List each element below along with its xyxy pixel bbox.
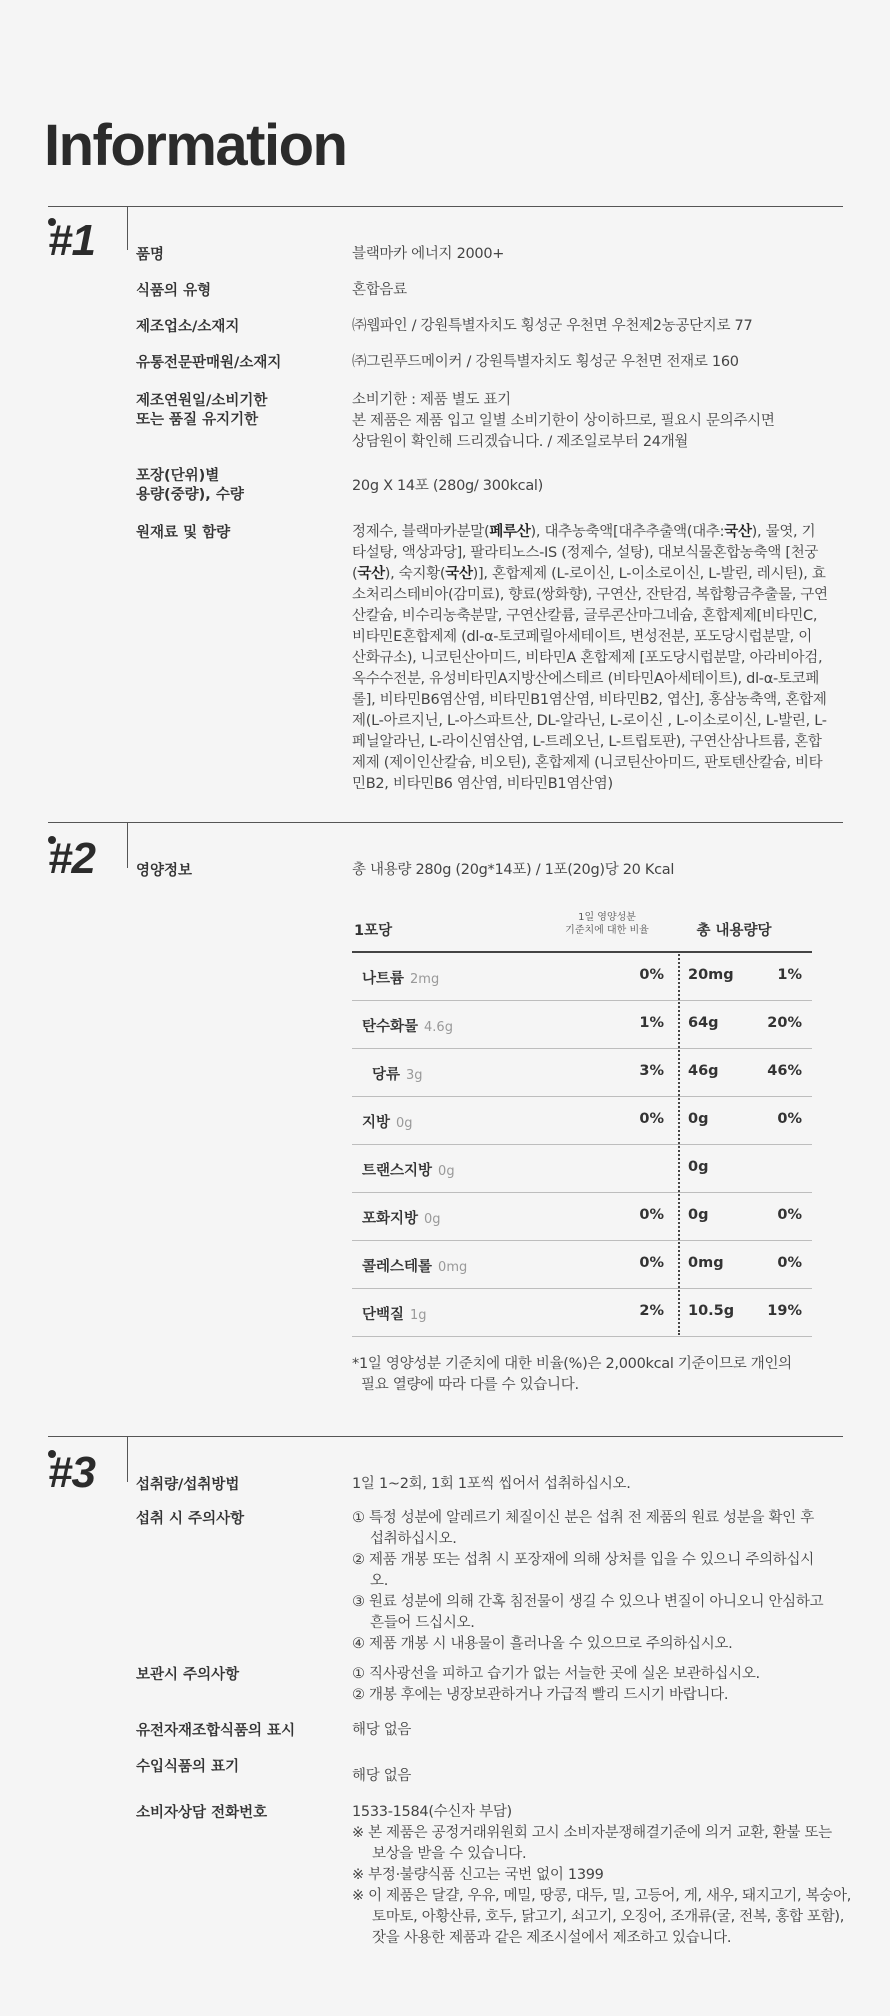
nutrient-total-pct: 0% (777, 1207, 802, 1223)
table-row (352, 1193, 812, 1241)
nutrient-name: 나트륨 2mg (362, 971, 440, 987)
nutrient-total-pct: 20% (767, 1015, 802, 1031)
table-row (352, 1145, 812, 1193)
section-number: #3 (48, 1448, 95, 1497)
section-divider (48, 1436, 843, 1437)
nutrient-daily-pct: 3% (639, 1063, 664, 1079)
value-food-type: 혼합음료 (352, 282, 407, 298)
value-expiry: 소비기한 : 제품 별도 표기 본 제품은 제품 입고 일별 소비기한이 상이하므로, 필요시 문의주시면 상담원이 확인해 드리겠습니다. / 제조일로부터 24개월 (352, 392, 775, 450)
header-daily-value: 1일 영양성분 기준치에 대한 비율 (565, 912, 649, 936)
nutrition-table-header (352, 905, 812, 951)
table-row (352, 1241, 812, 1289)
value-product-name: 블랙마카 에너지 2000+ (352, 246, 505, 262)
label-intake-cautions: 섭취 시 주의사항 (136, 1511, 245, 1527)
nutrient-total-amount: 64g (688, 1015, 719, 1031)
nutrient-name: 지방 0g (362, 1115, 413, 1131)
nutrition-footnote: *1일 영양성분 기준치에 대한 비율(%)은 2,000kcal 기준이므로 개인의 필요 열량에 따라 다를 수 있습니다. (352, 1356, 792, 1393)
nutrient-total-amount: 10.5g (688, 1303, 735, 1319)
label-storage-cautions: 보관시 주의사항 (136, 1667, 240, 1683)
table-dotted-divider (678, 951, 680, 1335)
value-gmo: 해당 없음 (352, 1722, 412, 1738)
label-gmo: 유전자재조합식품의 표시 (136, 1723, 296, 1739)
nutrient-total-pct: 0% (777, 1255, 802, 1271)
section-number: #2 (48, 834, 95, 883)
nutrient-amount: 2mg (410, 972, 440, 987)
nutrient-amount: 3g (406, 1068, 423, 1083)
value-distributor: ㈜그린푸드메이커 / 강원특별자치도 횡성군 우천면 전재로 160 (352, 354, 739, 370)
nutrition-summary: 총 내용량 280g (20g*14포) / 1포(20g)당 20 Kcal (352, 862, 675, 878)
value-manufacturer: ㈜웹파인 / 강원특별자치도 횡성군 우천면 우천제2농공단지로 77 (352, 318, 753, 334)
header-per-total: 총 내용량당 (696, 923, 772, 939)
label-ingredients: 원재료 및 함량 (136, 525, 231, 541)
section-number: #1 (48, 216, 95, 265)
nutrient-total-amount: 0g (688, 1159, 709, 1175)
nutrient-name: 콜레스테롤 0mg (362, 1259, 468, 1275)
value-intake: 1일 1~2회, 1회 1포씩 씹어서 섭취하십시오. (352, 1476, 631, 1492)
nutrient-amount: 4.6g (424, 1020, 453, 1035)
nutrient-daily-pct: 1% (639, 1015, 664, 1031)
nutrient-name: 단백질 1g (362, 1307, 427, 1323)
nutrient-daily-pct: 0% (639, 967, 664, 983)
section-vertical-line (127, 206, 128, 250)
nutrient-total-amount: 46g (688, 1063, 719, 1079)
label-distributor: 유통전문판매원/소재지 (136, 355, 282, 371)
nutrition-table (352, 905, 812, 1337)
nutrient-total-amount: 20mg (688, 967, 734, 983)
nutrition-rows (352, 953, 812, 1337)
nutrient-total-amount: 0g (688, 1111, 709, 1127)
label-food-type: 식품의 유형 (136, 283, 212, 299)
value-storage-cautions: ① 직사광선을 피하고 습기가 없는 서늘한 곳에 실온 보관하십시오. ② 개봉 후에는 냉장보관하거나 가급적 빨리 드시기 바랍니다. (352, 1666, 760, 1703)
page-title: Information (44, 113, 347, 178)
label-package-volume: 포장(단위)별 용량(중량), 수량 (136, 468, 244, 503)
nutrient-name: 포화지방 0g (362, 1211, 441, 1227)
nutrient-daily-pct: 0% (639, 1255, 664, 1271)
table-row (352, 1289, 812, 1337)
nutrient-daily-pct: 0% (639, 1111, 664, 1127)
value-intake-cautions: ① 특정 성분에 알레르기 체질이신 분은 섭취 전 제품의 원료 성분을 확인 후 섭취하십시오. ② 제품 개봉 또는 섭취 시 포장재에 의해 상처를 입을 수 있으니 주의하십시 오. ③ 원료 성분에 의해 간혹 침전물이 생길 수 있으나 변질이 아니오니 안심하고 흔들어 드십시오. ④ 제품 개봉 시 내용물이 흘러나올 수 있으므로 주의하십시오. (352, 1510, 824, 1652)
nutrient-daily-pct: 2% (639, 1303, 664, 1319)
label-imported: 수입식품의 표기 (136, 1759, 240, 1775)
table-row (352, 1001, 812, 1049)
label-nutrition: 영양정보 (136, 863, 193, 879)
nutrient-name: 트랜스지방 0g (362, 1163, 455, 1179)
section-vertical-line (127, 1436, 128, 1482)
label-product-name: 품명 (136, 247, 165, 263)
label-expiry: 제조연원일/소비기한 또는 품질 유지기한 (136, 393, 268, 428)
section-divider (48, 822, 843, 823)
nutrient-total-pct: 1% (777, 967, 802, 983)
nutrient-amount: 0mg (438, 1260, 468, 1275)
section-divider (48, 206, 843, 207)
nutrient-amount: 0g (438, 1164, 455, 1179)
nutrient-total-pct: 0% (777, 1111, 802, 1127)
nutrient-daily-pct: 0% (639, 1207, 664, 1223)
nutrient-amount: 0g (424, 1212, 441, 1227)
label-manufacturer: 제조업소/소재지 (136, 319, 240, 335)
nutrient-amount: 0g (396, 1116, 413, 1131)
label-intake: 섭취량/섭취방법 (136, 1477, 240, 1493)
table-row (352, 1049, 812, 1097)
header-per-serving: 1포당 (354, 923, 393, 939)
value-consumer-phone: 1533-1584(수신자 부담) ※ 본 제품은 공정거래위원회 고시 소비자분쟁해결기준에 의거 교환, 환불 또는 보상을 받을 수 있습니다. ※ 부정·불량식품 신고는 국번 없이 1399 ※ 이 제품은 달걀, 우유, 메밀, 땅콩, 대두, 밀, 고등어, 게, 새우, 돼지고기, 복숭아, 토마토, 아황산류, 호두, 닭고기, 쇠고기, 오징어, 조개류(굴, 전복, 홍합 포함), 잣을 사용한 제품과 같은 제조시설에서 제조하고 있습니다. (352, 1804, 852, 1946)
nutrient-name: 탄수화물 4.6g (362, 1019, 453, 1035)
section-vertical-line (127, 822, 128, 868)
nutrient-total-pct: 46% (767, 1063, 802, 1079)
nutrient-total-pct: 19% (767, 1303, 802, 1319)
table-row (352, 953, 812, 1001)
nutrient-name: 당류 3g (372, 1067, 423, 1083)
value-package-volume: 20g X 14포 (280g/ 300kcal) (352, 478, 544, 494)
value-imported: 해당 없음 (352, 1768, 412, 1784)
label-consumer-phone: 소비자상담 전화번호 (136, 1805, 268, 1821)
nutrient-amount: 1g (410, 1308, 427, 1323)
table-row (352, 1097, 812, 1145)
nutrient-total-amount: 0mg (688, 1255, 724, 1271)
nutrient-total-amount: 0g (688, 1207, 709, 1223)
value-ingredients: 정제수, 블랙마카분말(페루산), 대추농축액[대추추출액(대추:국산), 물엿, 기 타설탕, 액상과당], 팔라티노스-IS (정제수, 설탕), 대보식물혼합농축액 [천궁 (국산), 숙지황(국산)], 혼합제제 (L-로이신, L-이소로이신, L-발린, 레시틴), 효 소처리스테비아(감미료), 향료(쌍화향), 구연산, 잔탄검, 복합황금추출물, 구연 산칼슘, 비수리농축분말, 구연산칼륨, 글루콘산마그네슘, 혼합제제[비타민C, 비타민E혼합제제 (dl-α-토코페릴아세테이트, 변성전분, 포도당시럽분말, 이 산화규소), 니코틴산아미드, 비타민A 혼합제제 [포도당시럽분말, 아라비아검, 옥수수전분, 유성비타민A지방산에스테르 (비타민A아세테이트), dl-α-토코페 롤], 비타민B6염산염, 비타민B1염산염, 비타민B2, 엽산], 홍삼농축액, 혼합제 제(L-아르지닌, L-아스파트산, DL-알라닌, L-로이신 , L-이소로이신, L-발린, L- 페닐알라닌, L-라이신염산염, L-트레오닌, L-트립토판), 구연산삼나트륨, 혼합 제제 (제이인산칼슘, 비오틴), 혼합제제 (니코틴산아미드, 판토텐산칼슘, 비타 민B2, 비타민B6 염산염, 비타민B1염산염) (352, 524, 828, 792)
